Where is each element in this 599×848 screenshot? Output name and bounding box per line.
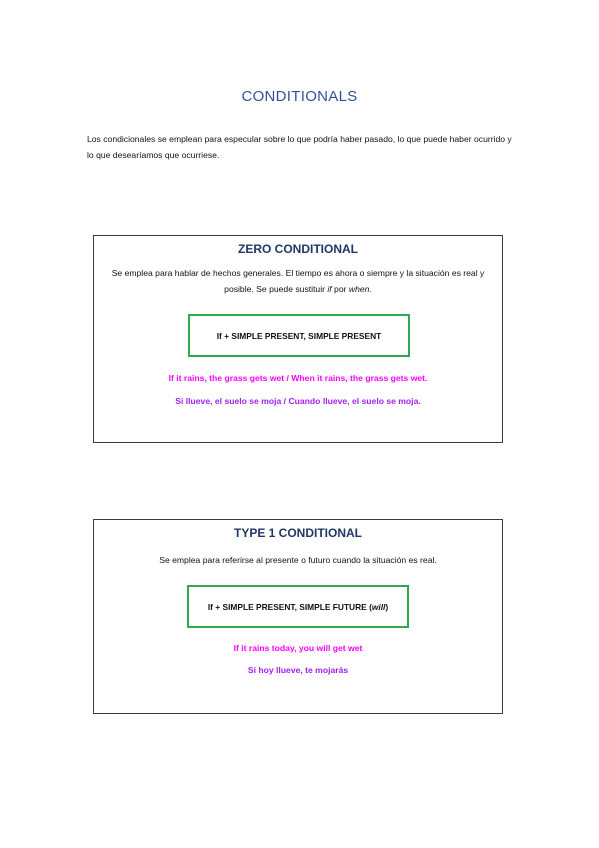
zero-formula-box <box>188 314 410 357</box>
zero-example-spanish: Si llueve, el suelo se moja / Cuando llueve, el suelo se moja. <box>175 396 421 406</box>
page-title: CONDITIONALS <box>241 88 358 105</box>
type1-conditional-heading: TYPE 1 CONDITIONAL <box>233 526 362 540</box>
zero-desc-when: when <box>348 284 370 294</box>
zero-conditional-box <box>93 235 503 443</box>
zero-example-english: If it rains, the grass gets wet / When it rains, the grass gets wet. <box>168 373 428 383</box>
zero-formula-text: If + SIMPLE PRESENT, SIMPLE PRESENT <box>216 330 382 341</box>
type1-example-spanish: Si hoy llueve, te mojarás <box>247 665 349 675</box>
type1-formula-will: will <box>371 601 386 612</box>
zero-desc-text: Se emplea para hablar de hechos generales. El tiempo es ahora o siempre y la situación es real y posible. Se puede sustituir <box>111 268 485 294</box>
type1-example-english: If it rains today, you will get wet <box>233 643 363 653</box>
zero-conditional-description <box>108 265 488 297</box>
type1-formula-text <box>208 602 388 612</box>
type1-conditional-box <box>93 519 503 714</box>
zero-conditional-heading: ZERO CONDITIONAL <box>238 242 358 256</box>
zero-desc-if: if <box>327 284 332 294</box>
type1-formula-box <box>187 585 409 628</box>
type1-conditional-description: Se emplea para referirse al presente o futuro cuando la situación es real. <box>159 555 437 565</box>
zero-desc-end: . <box>369 284 372 294</box>
intro-paragraph: Los condicionales se emplean para especular sobre lo que podría haber pasado, lo que puede haber ocurrido y lo que desearíamos que ocurriese. <box>87 134 512 160</box>
type1-formula-close: ) <box>385 601 389 612</box>
zero-desc-por: por <box>331 284 349 294</box>
type1-formula-main: If + SIMPLE PRESENT, SIMPLE FUTURE ( <box>207 601 372 612</box>
